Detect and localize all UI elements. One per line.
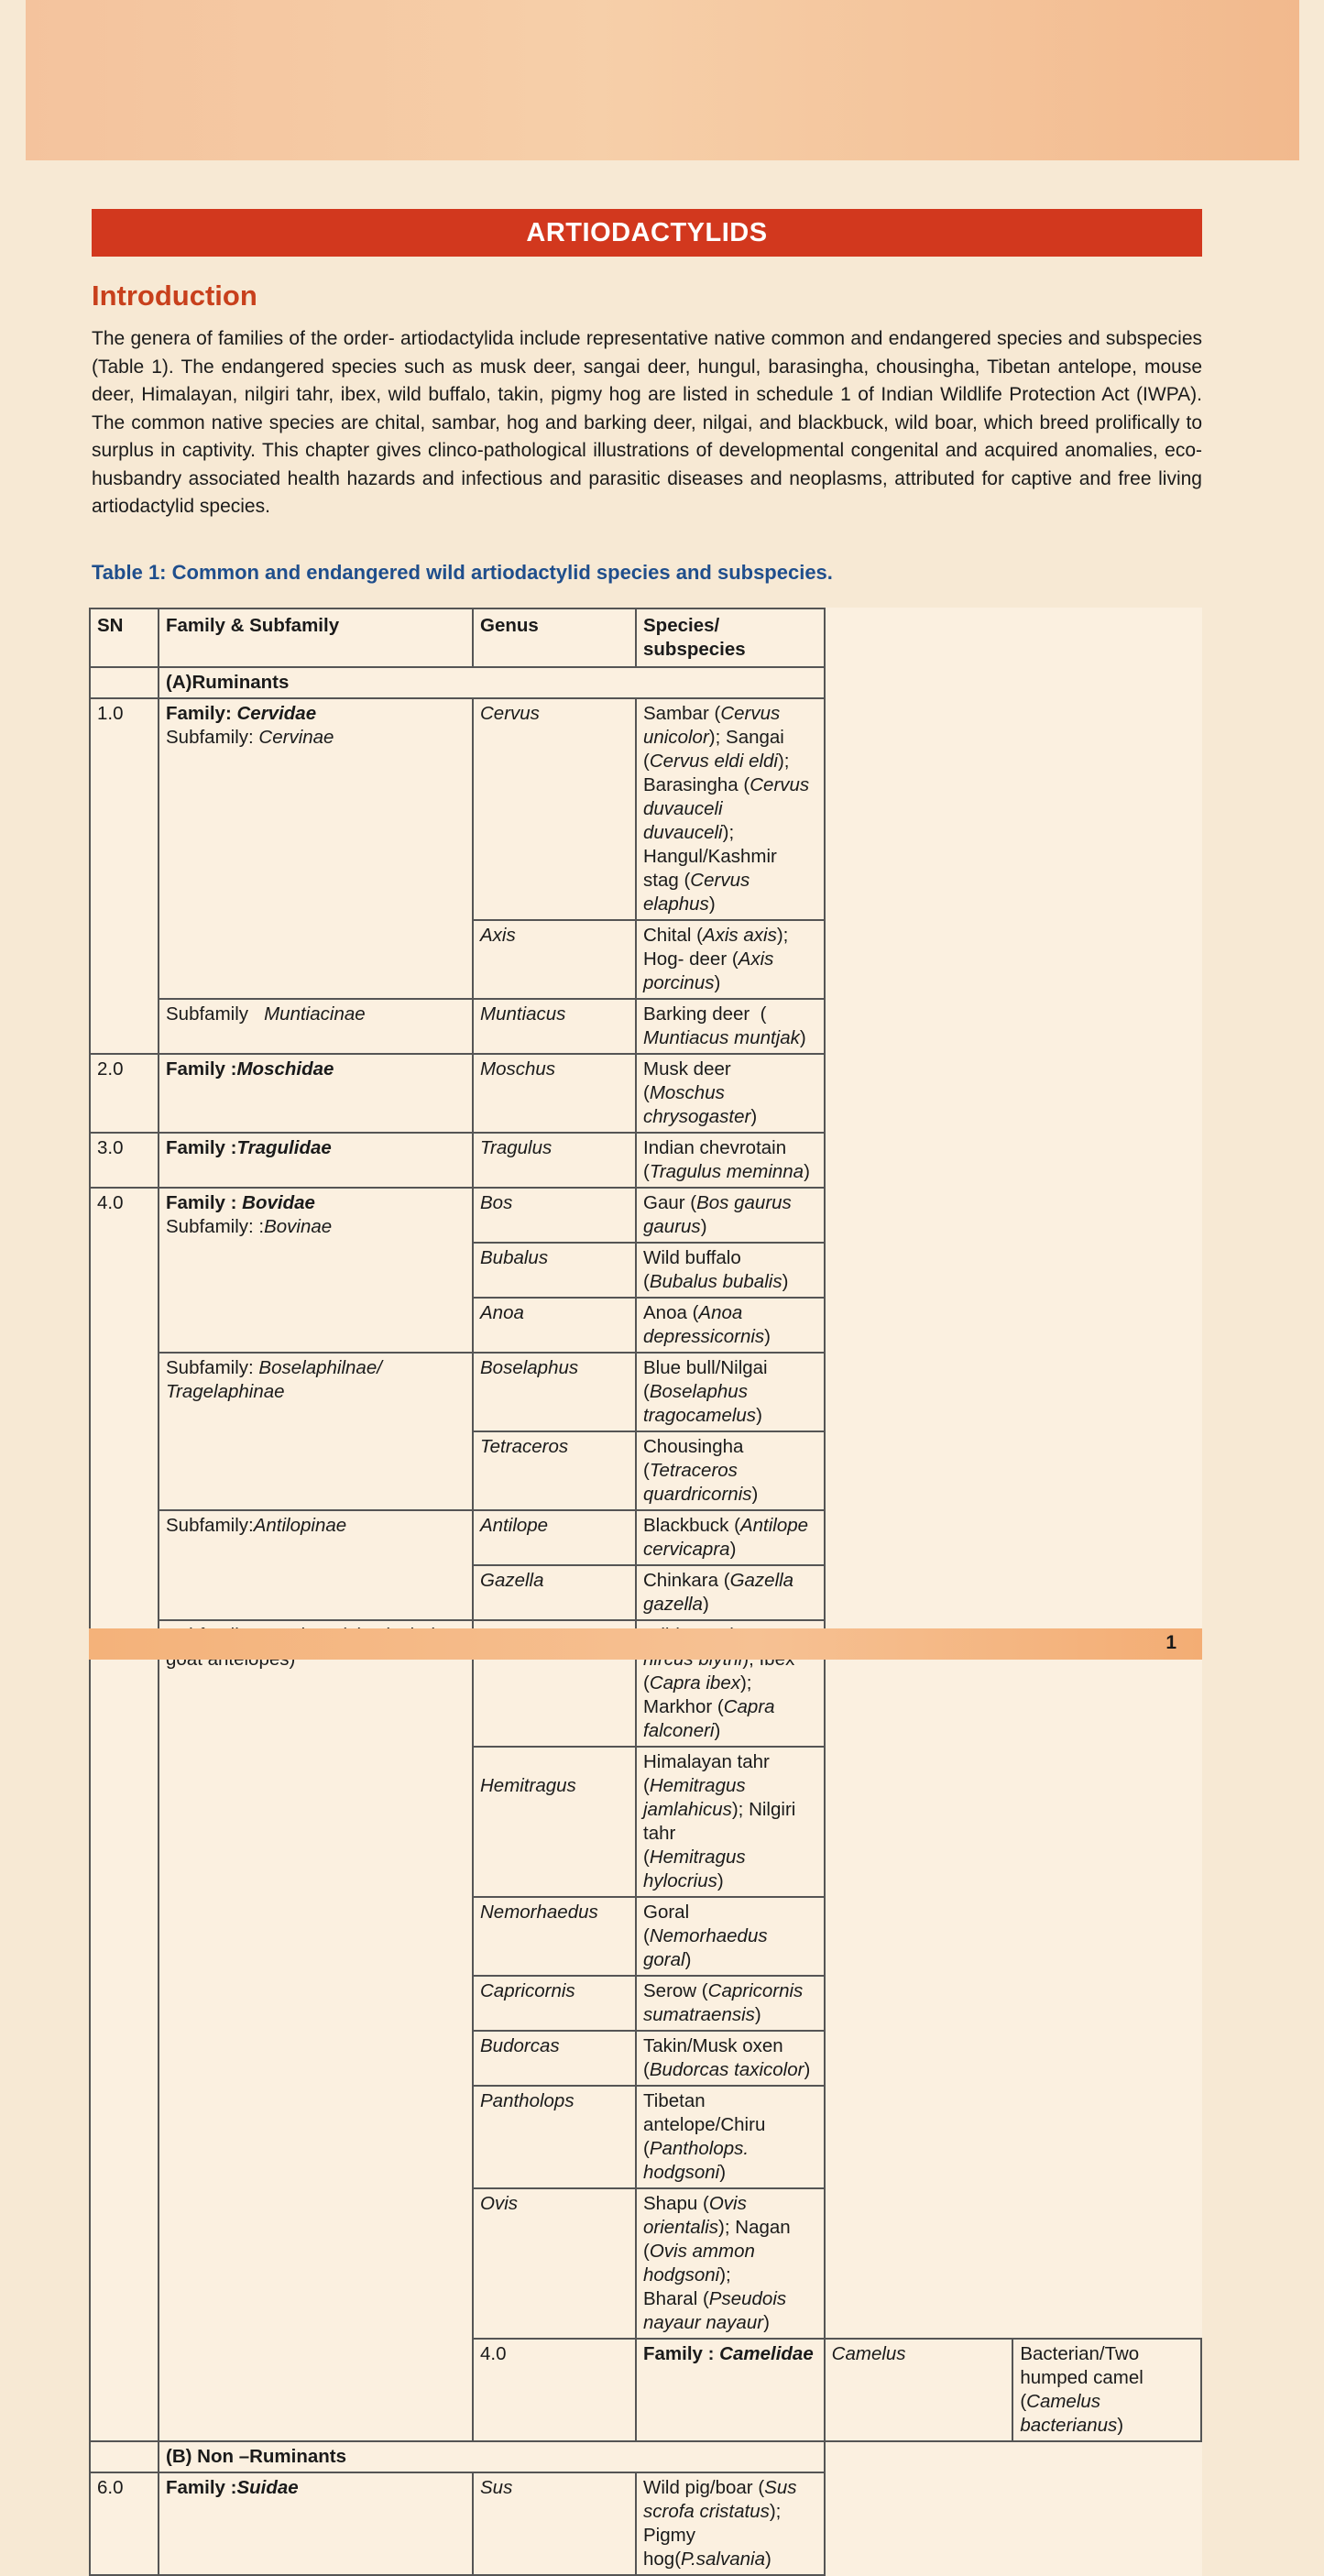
species-cell: Bacterian/Two humped camel (Camelus bacterianus) — [1012, 2339, 1201, 2441]
species-cell: Anoa (Anoa depressicornis) — [636, 1298, 825, 1353]
header-family: Family & Subfamily — [159, 608, 473, 667]
species-cell: Wild pig/boar (Sus scrofa cristatus); Pigmy hog(P.salvania) — [636, 2472, 825, 2575]
species-cell: Barking deer ( Muntiacus muntjak) — [636, 999, 825, 1054]
genus-cell: Gazella — [473, 1565, 636, 1620]
footer-band — [89, 1628, 1202, 1660]
family-cell: Family: Cervidae Subfamily: Cervinae — [159, 698, 473, 999]
top-decorative-band — [26, 0, 1299, 160]
table-row — [90, 999, 1201, 1054]
genus-cell: Pantholops — [473, 2086, 636, 2188]
family-cell: Family :Moschidae — [159, 1054, 473, 1133]
species-cell: Blackbuck (Antilope cervicapra) — [636, 1510, 825, 1565]
genus-cell: Sus — [473, 2472, 636, 2575]
chapter-title: ARTIODACTYLIDS — [526, 217, 768, 247]
family-cell: Family : Camelidae — [636, 2339, 825, 2441]
family-cell: Family :Tragulidae — [159, 1133, 473, 1188]
header-sn: SN — [90, 608, 159, 667]
genus-cell: Muntiacus — [473, 999, 636, 1054]
section-row-non-ruminants — [90, 2441, 1201, 2472]
table-row — [90, 1510, 1201, 1565]
sn-cell: 4.0 — [473, 2339, 636, 2441]
header-genus: Genus — [473, 608, 636, 667]
page-number: 1 — [1165, 1632, 1176, 1653]
table-row — [90, 1133, 1201, 1188]
header-species: Species/ subspecies — [636, 608, 825, 667]
table-header-row — [90, 608, 1201, 667]
sn-cell: 3.0 — [90, 1133, 159, 1188]
section-non-ruminants: (B) Non –Ruminants — [159, 2441, 825, 2472]
genus-cell: Moschus — [473, 1054, 636, 1133]
species-cell: Tibetan antelope/Chiru (Pantholops. hodgsoni) — [636, 2086, 825, 2188]
species-cell: Chinkara (Gazella gazella) — [636, 1565, 825, 1620]
genus-cell: Bos — [473, 1188, 636, 1243]
family-cell: Family : Bovidae Subfamily: :Bovinae — [159, 1188, 473, 1353]
genus-cell: Cervus — [473, 698, 636, 920]
table-row — [90, 1054, 1201, 1133]
genus-cell: Ovis — [473, 2188, 636, 2339]
sn-cell: 2.0 — [90, 1054, 159, 1133]
genus-cell: Axis — [473, 920, 636, 999]
table-row — [90, 2472, 1201, 2575]
chapter-title-bar — [92, 209, 1202, 257]
intro-heading: Introduction — [92, 280, 257, 312]
species-table — [89, 608, 1202, 2576]
species-cell: (Capra ibex); Markhor (Capra falconeri) — [636, 1620, 825, 1747]
sn-cell: 6.0 — [90, 2472, 159, 2575]
species-cell: Takin/Musk oxen (Budorcas taxicolor) — [636, 2031, 825, 2086]
species-cell: Goral (Nemorhaedus goral) — [636, 1897, 825, 1976]
section-ruminants: (A)Ruminants — [159, 667, 825, 698]
species-cell: Chital (Axis axis); Hog- deer (Axis porcinus) — [636, 920, 825, 999]
genus-cell: Hemitragus — [473, 1747, 636, 1897]
species-cell: Sambar (Cervus unicolor); Sangai (Cervus eldi eldi); Barasingha (Cervus duvauceli duvauceli); Hangul/Kashmir stag (Cervus elaphus) — [636, 698, 825, 920]
section-row-ruminants — [90, 667, 1201, 698]
table-caption: Table 1: Common and endangered wild artiodactylid species and subspecies. — [92, 561, 833, 584]
species-cell: Himalayan tahr (Hemitragus jamlahicus); Nilgiri tahr (Hemitragus hylocrius) — [636, 1747, 825, 1897]
genus-cell: Capricornis — [473, 1976, 636, 2031]
species-cell: Gaur (Bos gaurus gaurus) — [636, 1188, 825, 1243]
sn-cell: 1.0 — [90, 698, 159, 1054]
intro-paragraph: The genera of families of the order- artiodactylida include representative native common and endangered species and subspecies (Table 1). The endangered species such as musk deer, sangai deer, hungul, barasingha, chousingha, Tibetan antelope, mouse deer, Himalayan, nilgiri tahr, ibex, wild buffalo, takin, pigmy hog are listed in schedule 1 of Indian Wildlife Protection Act (IWPA). The common native species are chital, sambar, hog and barking deer, nilgai, and blackbuck, wild boar, which breed prolifically to surplus in captivity. This chapter gives clinco-pathological illustrations of developmental congenital and acquired anomalies, eco-husbandry associated health hazards and infectious and parasitic diseases and neoplasms, attributed for captive and free living artiodactylid species. — [92, 328, 1202, 517]
family-cell: Subfamily Muntiacinae — [159, 999, 473, 1054]
species-cell: Blue bull/Nilgai (Boselaphus tragocamelus) — [636, 1353, 825, 1431]
species-cell: Indian chevrotain (Tragulus meminna) — [636, 1133, 825, 1188]
genus-cell: Nemorhaedus — [473, 1897, 636, 1976]
species-cell: Serow (Capricornis sumatraensis) — [636, 1976, 825, 2031]
species-cell: Musk deer (Moschus chrysogaster) — [636, 1054, 825, 1133]
genus-cell: Antilope — [473, 1510, 636, 1565]
genus-cell: Anoa — [473, 1298, 636, 1353]
species-cell: Shapu (Ovis orientalis); Nagan (Ovis ammon hodgsoni); Bharal (Pseudois nayaur nayaur) — [636, 2188, 825, 2339]
table-row — [90, 1188, 1201, 1243]
table-row — [90, 698, 1201, 920]
family-cell: Subfamily:Antilopinae — [159, 1510, 473, 1620]
species-cell: Chousingha (Tetraceros quardricornis) — [636, 1431, 825, 1510]
genus-cell: Tetraceros — [473, 1431, 636, 1510]
family-cell — [159, 1620, 473, 2441]
table-row — [90, 1353, 1201, 1431]
genus-cell: Budorcas — [473, 2031, 636, 2086]
genus-cell: Boselaphus — [473, 1353, 636, 1431]
family-cell: Subfamily: Boselaphilnae/ Tragelaphinae — [159, 1353, 473, 1510]
sn-cell: 4.0 — [90, 1188, 159, 2441]
genus-cell: Tragulus — [473, 1133, 636, 1188]
family-cell: Family :Suidae — [159, 2472, 473, 2575]
species-cell: Wild buffalo (Bubalus bubalis) — [636, 1243, 825, 1298]
genus-cell: Camelus — [825, 2339, 1013, 2441]
genus-cell: Bubalus — [473, 1243, 636, 1298]
